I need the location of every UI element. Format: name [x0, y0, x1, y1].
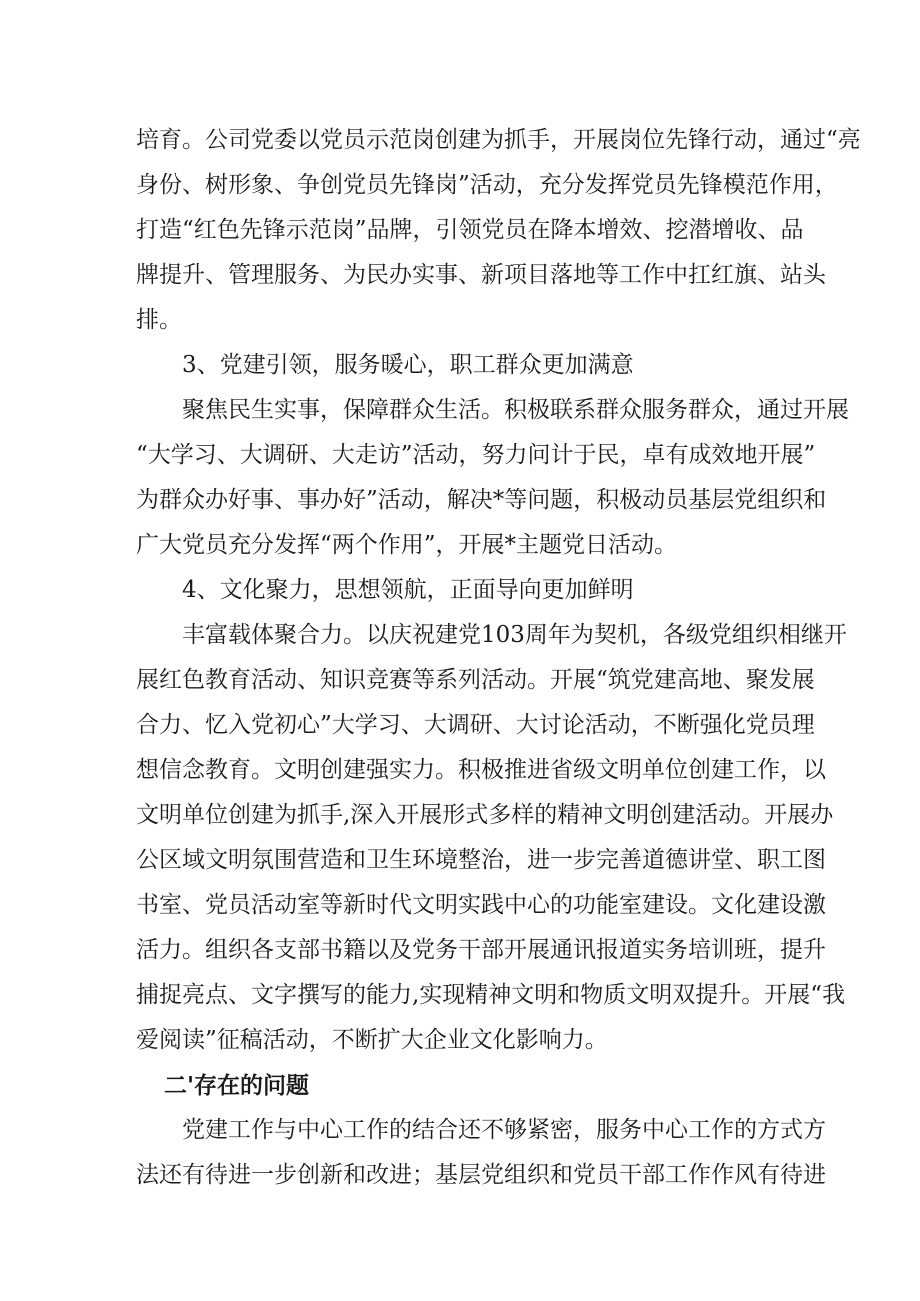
section-heading-bold: 二'存在的问题 — [164, 1072, 310, 1099]
paragraph-line: 想信念教育。文明创建强实力。积极推进省级文明单位创建工作，以 — [136, 757, 826, 783]
paragraph-line: 文明单位创建为抓手,深入开展形式多样的精神文明创建活动。开展办 — [136, 802, 834, 828]
paragraph-line: 身份、树形象、争创党员先锋岗”活动，充分发挥党员先锋模范作用， — [136, 172, 838, 198]
paragraph-line: 聚焦民生实事，保障群众生活。积极联系群众服务群众，通过开展 — [182, 397, 849, 423]
paragraph-line: 法还有待进一步创新和改进；基层党组织和党员干部工作作风有待进 — [136, 1162, 826, 1188]
paragraph-line: 排。 — [136, 307, 182, 333]
paragraph-line: 牌提升、管理服务、为民办实事、新项目落地等工作中扛红旗、站头 — [136, 262, 826, 288]
paragraph-line: 丰富载体聚合力。以庆祝建党103周年为契机，各级党组织相继开 — [182, 622, 847, 648]
paragraph-line: 合力、忆入党初心”大学习、大调研、大讨论活动，不断强化党员理 — [136, 712, 815, 738]
paragraph-line: 捕捉亮点、文字撰写的能力,实现精神文明和物质文明双提升。开展“我 — [136, 982, 846, 1008]
paragraph-line: 书室、党员活动室等新时代文明实践中心的功能室建设。文化建设激 — [136, 892, 826, 918]
section-heading: 4、文化聚力，思想领航，正面导向更加鲜明 — [182, 577, 634, 603]
section-heading: 3、党建引领，服务暖心，职工群众更加满意 — [182, 352, 634, 378]
paragraph-line: 爱阅读”征稿活动，不断扩大企业文化影响力。 — [136, 1027, 608, 1053]
paragraph-line: 公区域文明氛围营造和卫生环境整治，进一步完善道德讲堂、职工图 — [136, 847, 826, 873]
paragraph-line: 打造“红色先锋示范岗”品牌，引领党员在降本增效、挖潜增收、品 — [136, 217, 804, 243]
paragraph-line: 为群众办好事、事办好”活动，解决*等问题，积极动员基层党组织和 — [136, 487, 827, 513]
paragraph-line: 培育。公司党委以党员示范岗创建为抓手，开展岗位先锋行动，通过“亮 — [136, 127, 861, 153]
paragraph-line: 党建工作与中心工作的结合还不够紧密，服务中心工作的方式方 — [182, 1117, 826, 1143]
document-text-block — [136, 118, 861, 1198]
paragraph-line: “大学习、大调研、大走访”活动，努力问计于民，卓有成效地开展” — [136, 442, 816, 468]
paragraph-line: 广大党员充分发挥“两个作用”，开展*主题党日活动。 — [136, 532, 678, 558]
paragraph-line: 展红色教育活动、知识竞赛等系列活动。开展“筑党建高地、聚发展 — [136, 667, 815, 693]
paragraph-line: 活力。组织各支部书籍以及党务干部开展通讯报道实务培训班，提升 — [136, 937, 826, 963]
